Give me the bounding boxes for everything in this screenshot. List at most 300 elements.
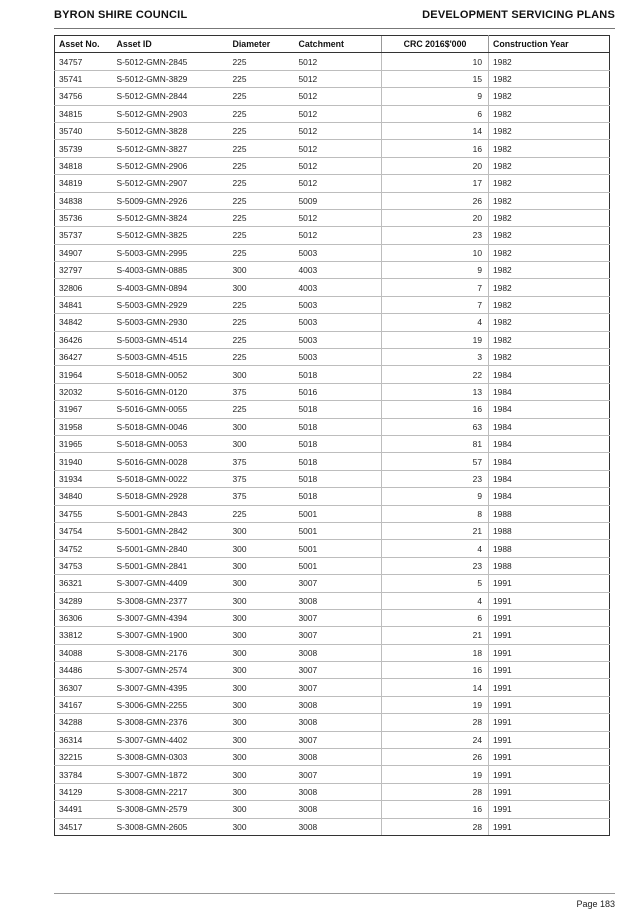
- cell-asset-id: S-5012-GMN-2845: [113, 53, 229, 70]
- cell-diameter: 300: [229, 366, 295, 383]
- table-row: [55, 244, 610, 261]
- cell-construction-year: 1991: [489, 644, 610, 661]
- cell-construction-year: 1982: [489, 192, 610, 209]
- cell-crc: 14: [382, 122, 489, 139]
- cell-diameter: 300: [229, 435, 295, 452]
- cell-construction-year: 1982: [489, 53, 610, 70]
- cell-construction-year: 1991: [489, 766, 610, 783]
- cell-asset-id: S-3007-GMN-1872: [113, 766, 229, 783]
- cell-catchment: 3008: [295, 749, 382, 766]
- cell-diameter: 225: [229, 296, 295, 313]
- cell-diameter: 225: [229, 175, 295, 192]
- table-row: [55, 627, 610, 644]
- cell-diameter: 300: [229, 696, 295, 713]
- cell-catchment: 3008: [295, 696, 382, 713]
- table-row: [55, 314, 610, 331]
- cell-asset-no: 36306: [55, 609, 113, 626]
- cell-diameter: 225: [229, 244, 295, 261]
- cell-asset-id: S-5016-GMN-0055: [113, 401, 229, 418]
- cell-diameter: 225: [229, 192, 295, 209]
- cell-diameter: 300: [229, 644, 295, 661]
- cell-asset-no: 34753: [55, 557, 113, 574]
- col-header-asset-id: Asset ID: [113, 36, 229, 53]
- cell-asset-no: 32797: [55, 262, 113, 279]
- cell-catchment: 5012: [295, 140, 382, 157]
- cell-diameter: 300: [229, 522, 295, 539]
- cell-construction-year: 1991: [489, 679, 610, 696]
- cell-construction-year: 1991: [489, 627, 610, 644]
- cell-asset-no: 35741: [55, 70, 113, 87]
- cell-catchment: 3008: [295, 644, 382, 661]
- table-row: [55, 331, 610, 348]
- cell-catchment: 5018: [295, 401, 382, 418]
- cell-asset-no: 34167: [55, 696, 113, 713]
- cell-catchment: 3007: [295, 766, 382, 783]
- cell-diameter: 225: [229, 157, 295, 174]
- cell-catchment: 5003: [295, 314, 382, 331]
- cell-construction-year: 1984: [489, 366, 610, 383]
- cell-catchment: 5018: [295, 470, 382, 487]
- cell-catchment: 5012: [295, 70, 382, 87]
- cell-asset-id: S-3008-GMN-2377: [113, 592, 229, 609]
- cell-crc: 16: [382, 662, 489, 679]
- cell-construction-year: 1991: [489, 731, 610, 748]
- col-header-construction-year: Construction Year: [489, 36, 610, 53]
- table-row: [55, 818, 610, 835]
- cell-crc: 8: [382, 505, 489, 522]
- cell-asset-no: 34491: [55, 801, 113, 818]
- cell-catchment: 5001: [295, 522, 382, 539]
- cell-catchment: 3007: [295, 575, 382, 592]
- cell-construction-year: 1982: [489, 262, 610, 279]
- cell-asset-id: S-3008-GMN-2376: [113, 714, 229, 731]
- table-row: [55, 192, 610, 209]
- cell-construction-year: 1982: [489, 244, 610, 261]
- cell-construction-year: 1984: [489, 383, 610, 400]
- footer-rule: [54, 893, 615, 894]
- table-row: [55, 209, 610, 226]
- cell-catchment: 5003: [295, 331, 382, 348]
- cell-crc: 16: [382, 401, 489, 418]
- cell-crc: 28: [382, 783, 489, 800]
- cell-catchment: 3007: [295, 731, 382, 748]
- cell-construction-year: 1982: [489, 140, 610, 157]
- cell-crc: 23: [382, 227, 489, 244]
- cell-asset-no: 34088: [55, 644, 113, 661]
- cell-asset-no: 34129: [55, 783, 113, 800]
- cell-asset-id: S-5012-GMN-2906: [113, 157, 229, 174]
- cell-construction-year: 1991: [489, 818, 610, 835]
- cell-asset-id: S-4003-GMN-0885: [113, 262, 229, 279]
- cell-catchment: 5018: [295, 366, 382, 383]
- col-header-diameter: Diameter: [229, 36, 295, 53]
- cell-crc: 13: [382, 383, 489, 400]
- cell-diameter: 300: [229, 818, 295, 835]
- cell-asset-no: 35737: [55, 227, 113, 244]
- cell-diameter: 300: [229, 540, 295, 557]
- council-name: BYRON SHIRE COUNCIL: [54, 9, 188, 21]
- cell-asset-id: S-3007-GMN-4402: [113, 731, 229, 748]
- cell-diameter: 300: [229, 749, 295, 766]
- table-row: [55, 801, 610, 818]
- cell-asset-no: 34756: [55, 88, 113, 105]
- cell-diameter: 375: [229, 383, 295, 400]
- cell-asset-id: S-5001-GMN-2842: [113, 522, 229, 539]
- cell-asset-no: 34755: [55, 505, 113, 522]
- cell-catchment: 3008: [295, 801, 382, 818]
- cell-construction-year: 1982: [489, 314, 610, 331]
- cell-asset-id: S-5012-GMN-2844: [113, 88, 229, 105]
- cell-asset-id: S-3007-GMN-1900: [113, 627, 229, 644]
- cell-catchment: 5018: [295, 488, 382, 505]
- cell-crc: 23: [382, 557, 489, 574]
- cell-diameter: 225: [229, 105, 295, 122]
- cell-catchment: 3007: [295, 609, 382, 626]
- table-row: [55, 349, 610, 366]
- cell-diameter: 300: [229, 679, 295, 696]
- cell-diameter: 225: [229, 401, 295, 418]
- cell-construction-year: 1982: [489, 209, 610, 226]
- cell-construction-year: 1984: [489, 418, 610, 435]
- cell-catchment: 3008: [295, 592, 382, 609]
- cell-catchment: 5009: [295, 192, 382, 209]
- cell-crc: 6: [382, 609, 489, 626]
- cell-crc: 63: [382, 418, 489, 435]
- cell-catchment: 4003: [295, 262, 382, 279]
- cell-asset-id: S-3008-GMN-2579: [113, 801, 229, 818]
- cell-asset-no: 34815: [55, 105, 113, 122]
- cell-asset-id: S-5001-GMN-2840: [113, 540, 229, 557]
- cell-asset-no: 31958: [55, 418, 113, 435]
- cell-asset-id: S-5003-GMN-4514: [113, 331, 229, 348]
- cell-construction-year: 1982: [489, 122, 610, 139]
- cell-crc: 4: [382, 592, 489, 609]
- cell-construction-year: 1991: [489, 662, 610, 679]
- col-header-catchment: Catchment: [295, 36, 382, 53]
- table-row: [55, 679, 610, 696]
- cell-asset-no: 31964: [55, 366, 113, 383]
- cell-asset-no: 31940: [55, 453, 113, 470]
- cell-diameter: 300: [229, 575, 295, 592]
- cell-asset-no: 31967: [55, 401, 113, 418]
- cell-catchment: 5012: [295, 157, 382, 174]
- col-header-asset-no: Asset No.: [55, 36, 113, 53]
- table-row: [55, 453, 610, 470]
- cell-catchment: 5012: [295, 175, 382, 192]
- cell-asset-id: S-5018-GMN-0052: [113, 366, 229, 383]
- table-row: [55, 540, 610, 557]
- cell-asset-id: S-3007-GMN-4394: [113, 609, 229, 626]
- cell-construction-year: 1982: [489, 105, 610, 122]
- cell-crc: 22: [382, 366, 489, 383]
- table-row: [55, 401, 610, 418]
- table-row: [55, 505, 610, 522]
- cell-asset-no: 34289: [55, 592, 113, 609]
- cell-catchment: 5016: [295, 383, 382, 400]
- cell-catchment: 5012: [295, 105, 382, 122]
- cell-crc: 9: [382, 262, 489, 279]
- cell-asset-id: S-3008-GMN-0303: [113, 749, 229, 766]
- table-row: [55, 88, 610, 105]
- cell-construction-year: 1982: [489, 157, 610, 174]
- cell-asset-no: 34752: [55, 540, 113, 557]
- cell-crc: 10: [382, 244, 489, 261]
- cell-asset-id: S-5012-GMN-3824: [113, 209, 229, 226]
- table-row: [55, 644, 610, 661]
- cell-asset-no: 34841: [55, 296, 113, 313]
- cell-asset-no: 31934: [55, 470, 113, 487]
- cell-construction-year: 1988: [489, 505, 610, 522]
- cell-construction-year: 1991: [489, 696, 610, 713]
- cell-construction-year: 1982: [489, 349, 610, 366]
- cell-asset-id: S-3008-GMN-2176: [113, 644, 229, 661]
- table-row: [55, 783, 610, 800]
- cell-asset-id: S-5018-GMN-0053: [113, 435, 229, 452]
- cell-asset-no: 33812: [55, 627, 113, 644]
- cell-crc: 28: [382, 714, 489, 731]
- cell-crc: 20: [382, 209, 489, 226]
- table-row: [55, 696, 610, 713]
- table-row: [55, 435, 610, 452]
- cell-asset-no: 35740: [55, 122, 113, 139]
- cell-catchment: 5003: [295, 244, 382, 261]
- cell-catchment: 5012: [295, 53, 382, 70]
- table-row: [55, 488, 610, 505]
- cell-construction-year: 1991: [489, 714, 610, 731]
- cell-construction-year: 1982: [489, 331, 610, 348]
- cell-diameter: 225: [229, 140, 295, 157]
- cell-catchment: 3008: [295, 783, 382, 800]
- table-row: [55, 522, 610, 539]
- cell-construction-year: 1988: [489, 540, 610, 557]
- cell-crc: 23: [382, 470, 489, 487]
- cell-diameter: 300: [229, 557, 295, 574]
- cell-catchment: 3007: [295, 627, 382, 644]
- cell-asset-id: S-5016-GMN-0028: [113, 453, 229, 470]
- cell-asset-id: S-5003-GMN-4515: [113, 349, 229, 366]
- cell-crc: 14: [382, 679, 489, 696]
- cell-asset-no: 34517: [55, 818, 113, 835]
- cell-asset-no: 34288: [55, 714, 113, 731]
- cell-crc: 4: [382, 314, 489, 331]
- cell-asset-no: 35736: [55, 209, 113, 226]
- table-row: [55, 609, 610, 626]
- cell-diameter: 225: [229, 505, 295, 522]
- cell-crc: 26: [382, 749, 489, 766]
- cell-crc: 7: [382, 296, 489, 313]
- cell-asset-no: 36307: [55, 679, 113, 696]
- cell-construction-year: 1991: [489, 749, 610, 766]
- cell-crc: 5: [382, 575, 489, 592]
- cell-construction-year: 1984: [489, 470, 610, 487]
- cell-construction-year: 1991: [489, 575, 610, 592]
- cell-diameter: 300: [229, 279, 295, 296]
- cell-asset-id: S-5012-GMN-2903: [113, 105, 229, 122]
- cell-crc: 17: [382, 175, 489, 192]
- cell-construction-year: 1982: [489, 279, 610, 296]
- cell-construction-year: 1984: [489, 435, 610, 452]
- cell-diameter: 225: [229, 122, 295, 139]
- table-body: [55, 53, 610, 836]
- cell-construction-year: 1982: [489, 88, 610, 105]
- cell-catchment: 5001: [295, 505, 382, 522]
- cell-asset-id: S-5012-GMN-3825: [113, 227, 229, 244]
- cell-crc: 21: [382, 522, 489, 539]
- table-row: [55, 227, 610, 244]
- cell-construction-year: 1982: [489, 70, 610, 87]
- cell-construction-year: 1991: [489, 592, 610, 609]
- cell-construction-year: 1982: [489, 175, 610, 192]
- cell-diameter: 225: [229, 53, 295, 70]
- cell-crc: 3: [382, 349, 489, 366]
- cell-catchment: 5012: [295, 227, 382, 244]
- cell-crc: 57: [382, 453, 489, 470]
- cell-catchment: 5001: [295, 557, 382, 574]
- cell-catchment: 5012: [295, 209, 382, 226]
- cell-asset-no: 33784: [55, 766, 113, 783]
- cell-construction-year: 1984: [489, 401, 610, 418]
- cell-diameter: 300: [229, 801, 295, 818]
- cell-asset-id: S-3007-GMN-2574: [113, 662, 229, 679]
- table-row: [55, 766, 610, 783]
- cell-asset-no: 32806: [55, 279, 113, 296]
- table-row: [55, 70, 610, 87]
- cell-construction-year: 1991: [489, 783, 610, 800]
- cell-asset-no: 32032: [55, 383, 113, 400]
- cell-diameter: 300: [229, 262, 295, 279]
- col-header-crc: CRC 2016$'000: [382, 36, 489, 53]
- cell-catchment: 5003: [295, 349, 382, 366]
- cell-asset-no: 34840: [55, 488, 113, 505]
- cell-construction-year: 1984: [489, 488, 610, 505]
- cell-asset-no: 34842: [55, 314, 113, 331]
- cell-diameter: 300: [229, 662, 295, 679]
- cell-construction-year: 1991: [489, 801, 610, 818]
- cell-asset-no: 36427: [55, 349, 113, 366]
- cell-asset-id: S-5012-GMN-3828: [113, 122, 229, 139]
- cell-crc: 28: [382, 818, 489, 835]
- cell-asset-id: S-5018-GMN-0022: [113, 470, 229, 487]
- cell-crc: 20: [382, 157, 489, 174]
- table-row: [55, 592, 610, 609]
- cell-asset-id: S-3007-GMN-4409: [113, 575, 229, 592]
- cell-asset-id: S-5012-GMN-2907: [113, 175, 229, 192]
- table-row: [55, 366, 610, 383]
- cell-diameter: 225: [229, 331, 295, 348]
- cell-diameter: 225: [229, 88, 295, 105]
- cell-crc: 10: [382, 53, 489, 70]
- cell-asset-id: S-5018-GMN-0046: [113, 418, 229, 435]
- table-row: [55, 105, 610, 122]
- cell-crc: 81: [382, 435, 489, 452]
- cell-crc: 19: [382, 766, 489, 783]
- cell-diameter: 300: [229, 609, 295, 626]
- cell-asset-id: S-5018-GMN-2928: [113, 488, 229, 505]
- cell-diameter: 300: [229, 766, 295, 783]
- cell-crc: 19: [382, 331, 489, 348]
- table-row: [55, 122, 610, 139]
- cell-crc: 6: [382, 105, 489, 122]
- cell-asset-no: 34754: [55, 522, 113, 539]
- cell-asset-id: S-5012-GMN-3829: [113, 70, 229, 87]
- cell-asset-no: 34818: [55, 157, 113, 174]
- cell-asset-no: 34907: [55, 244, 113, 261]
- header-rule: [54, 28, 615, 29]
- table-row: [55, 662, 610, 679]
- cell-asset-id: S-3006-GMN-2255: [113, 696, 229, 713]
- cell-catchment: 5012: [295, 88, 382, 105]
- cell-crc: 16: [382, 801, 489, 818]
- table-row: [55, 731, 610, 748]
- table-row: [55, 418, 610, 435]
- cell-asset-id: S-5009-GMN-2926: [113, 192, 229, 209]
- cell-asset-no: 34838: [55, 192, 113, 209]
- cell-asset-no: 34757: [55, 53, 113, 70]
- cell-construction-year: 1988: [489, 522, 610, 539]
- cell-asset-no: 36314: [55, 731, 113, 748]
- cell-crc: 4: [382, 540, 489, 557]
- cell-diameter: 225: [229, 209, 295, 226]
- table-row: [55, 470, 610, 487]
- cell-crc: 9: [382, 88, 489, 105]
- cell-asset-no: 32215: [55, 749, 113, 766]
- cell-crc: 21: [382, 627, 489, 644]
- cell-crc: 15: [382, 70, 489, 87]
- cell-asset-id: S-5012-GMN-3827: [113, 140, 229, 157]
- table-row: [55, 279, 610, 296]
- cell-diameter: 225: [229, 227, 295, 244]
- table-row: [55, 296, 610, 313]
- cell-diameter: 300: [229, 731, 295, 748]
- document-title: DEVELOPMENT SERVICING PLANS: [422, 9, 615, 21]
- table-row: [55, 383, 610, 400]
- cell-catchment: 3008: [295, 818, 382, 835]
- cell-diameter: 300: [229, 627, 295, 644]
- cell-asset-no: 36426: [55, 331, 113, 348]
- cell-crc: 19: [382, 696, 489, 713]
- cell-asset-id: S-3008-GMN-2605: [113, 818, 229, 835]
- asset-table: [54, 35, 610, 836]
- cell-construction-year: 1982: [489, 227, 610, 244]
- table-row: [55, 557, 610, 574]
- cell-asset-no: 31965: [55, 435, 113, 452]
- table-row: [55, 575, 610, 592]
- cell-diameter: 375: [229, 470, 295, 487]
- table-row: [55, 714, 610, 731]
- cell-catchment: 5001: [295, 540, 382, 557]
- cell-catchment: 3007: [295, 662, 382, 679]
- cell-diameter: 375: [229, 488, 295, 505]
- cell-asset-id: S-3007-GMN-4395: [113, 679, 229, 696]
- cell-catchment: 5018: [295, 418, 382, 435]
- table-row: [55, 53, 610, 70]
- cell-crc: 26: [382, 192, 489, 209]
- cell-construction-year: 1991: [489, 609, 610, 626]
- cell-diameter: 300: [229, 418, 295, 435]
- cell-crc: 7: [382, 279, 489, 296]
- cell-diameter: 375: [229, 453, 295, 470]
- table-row: [55, 262, 610, 279]
- cell-catchment: 3008: [295, 714, 382, 731]
- cell-asset-id: S-5016-GMN-0120: [113, 383, 229, 400]
- cell-asset-no: 35739: [55, 140, 113, 157]
- cell-crc: 9: [382, 488, 489, 505]
- cell-asset-id: S-5003-GMN-2930: [113, 314, 229, 331]
- cell-catchment: 3007: [295, 679, 382, 696]
- cell-diameter: 225: [229, 349, 295, 366]
- cell-catchment: 5003: [295, 296, 382, 313]
- table-row: [55, 175, 610, 192]
